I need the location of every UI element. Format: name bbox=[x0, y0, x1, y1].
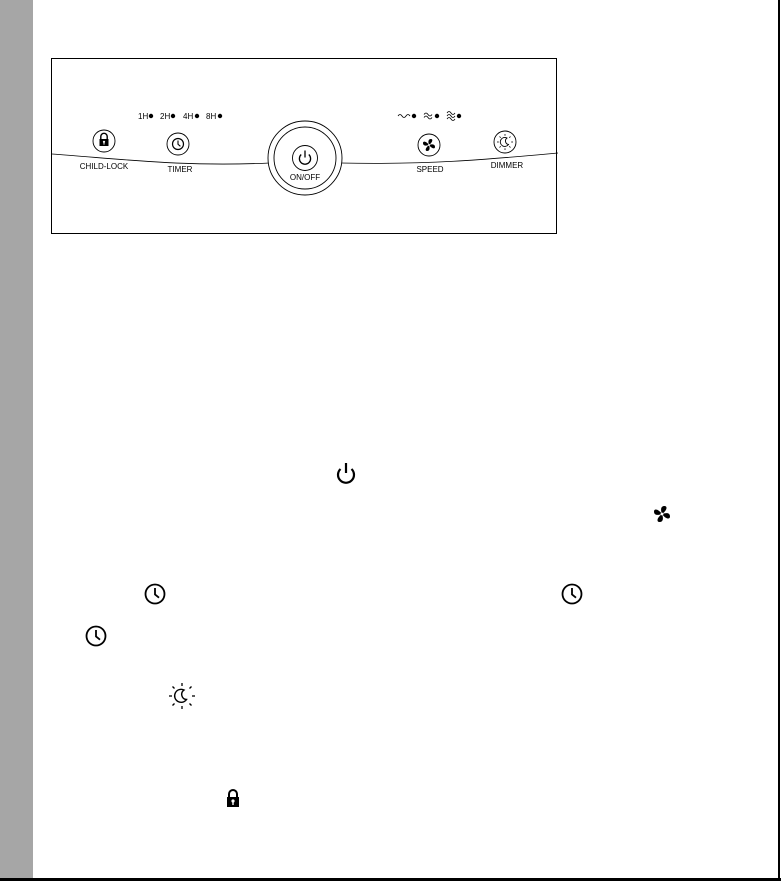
high-wave-icon bbox=[447, 112, 455, 121]
timer-level-4h: 4H bbox=[183, 112, 194, 121]
child-lock-label: CHILD-LOCK bbox=[79, 162, 129, 171]
speed-led-medium bbox=[435, 114, 439, 118]
speed-label: SPEED bbox=[416, 165, 444, 174]
dimmer-button[interactable] bbox=[494, 131, 516, 153]
clock-icon bbox=[560, 582, 584, 606]
fan-icon bbox=[651, 503, 673, 525]
timer-button[interactable] bbox=[167, 133, 189, 155]
timer-indicators bbox=[138, 112, 222, 121]
child-lock-button[interactable] bbox=[93, 130, 115, 152]
clock-icon bbox=[84, 624, 108, 648]
speed-button[interactable] bbox=[418, 134, 440, 156]
control-panel-drawing bbox=[52, 59, 558, 235]
low-wave-icon bbox=[398, 115, 410, 118]
timer-led-8h bbox=[218, 114, 222, 118]
page-side-bar bbox=[0, 0, 33, 881]
medium-wave-icon bbox=[424, 113, 432, 119]
timer-level-1h: 1H bbox=[138, 112, 149, 121]
dimmer-icon bbox=[167, 682, 197, 710]
speed-led-high bbox=[457, 114, 461, 118]
timer-level-2h: 2H bbox=[160, 112, 171, 121]
speed-indicators bbox=[398, 112, 461, 121]
panel-divider-right bbox=[340, 153, 558, 163]
power-icon bbox=[334, 460, 358, 486]
page-right-rule bbox=[778, 0, 780, 881]
timer-led-1h bbox=[149, 114, 153, 118]
timer-led-4h bbox=[195, 114, 199, 118]
power-button[interactable] bbox=[268, 121, 342, 195]
speed-led-low bbox=[412, 114, 416, 118]
on-off-label: ON/OFF bbox=[289, 173, 321, 182]
timer-level-8h: 8H bbox=[206, 112, 217, 121]
timer-led-2h bbox=[171, 114, 175, 118]
lock-icon bbox=[226, 788, 240, 808]
clock-icon bbox=[143, 582, 167, 606]
control-panel-diagram bbox=[51, 58, 557, 234]
timer-label: TIMER bbox=[167, 165, 193, 174]
dimmer-label: DIMMER bbox=[490, 161, 524, 170]
